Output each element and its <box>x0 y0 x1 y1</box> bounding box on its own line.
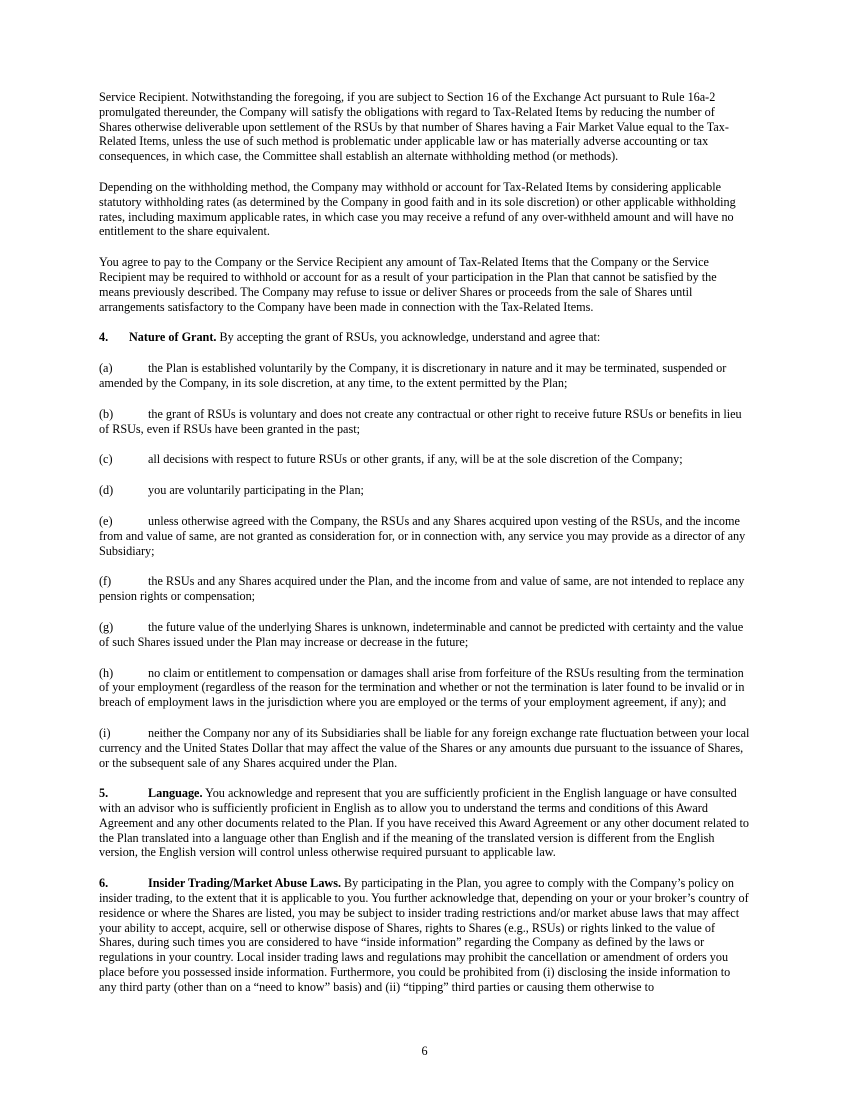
section-5 <box>99 786 750 860</box>
item-text: no claim or entitlement to compensation or damages shall arise from forfeiture of the RSUs resulting from the termination of your employment (regardless of the reason for the termination and whether or not the termination is later found to be invalid or in breach of employment laws in the jurisdiction where you are employed or the terms of your employment agreement, if any); and <box>99 665 745 710</box>
section-4-item-b <box>99 407 750 437</box>
page-number: 6 <box>421 1044 428 1058</box>
item-label: (a) <box>99 361 113 376</box>
item-text: unless otherwise agreed with the Company, the RSUs and any Shares acquired upon vesting of the RSUs, and the income from and value of same, are not granted as consideration for, or in connection with, any service you may provide as a director of any Subsidiary; <box>99 513 746 558</box>
section-6-text: By participating in the Plan, you agree to comply with the Company’s policy on insider trading, to the extent that it is applicable to you. You further acknowledge that, depending on your or your broker’s country of residence or where the Shares are listed, you may be subject to insider trading restrictions and/or market abuse laws that may affect your ability to accept, acquire, sell or otherwise dispose of Shares, rights to Shares (e.g., RSUs) or rights linked to the value of Shares, during such times you are considered to have “inside information” regarding the Company as defined by the laws or regulations in your country. Local insider trading laws and regulations may prohibit the cancellation or amendment of orders you place before you possessed inside information. Furthermore, you could be prohibited from (i) disclosing the inside information to any third party (other than on a “need to know” basis) and (ii) “tipping” third parties or causing them otherwise to <box>99 876 749 994</box>
item-text: neither the Company nor any of its Subsidiaries shall be liable for any foreign exchange rate fluctuation between your local currency and the United States Dollar that may affect the value of the Shares or any amounts due pursuant to the issuance of Shares, or the subsequent sale of any Shares acquired under the Plan. <box>99 725 750 770</box>
section-6-number: 6. <box>99 876 109 891</box>
paragraph-text: Service Recipient. Notwithstanding the foregoing, if you are subject to Section 16 of the Exchange Act pursuant to Rule 16a-2 promulgated thereunder, the Company will satisfy the obligations with regard to Tax-Related Items by reducing the number of Shares otherwise deliverable upon settlement of the RSUs by that number of Shares having a Fair Market Value equal to the Tax-Related Items, unless the use of such method is problematic under applicable law or has materially adverse accounting or tax consequences, in which case, the Committee shall establish an alternate withholding method (or methods). <box>99 90 729 164</box>
item-label: (d) <box>99 483 114 498</box>
item-label: (h) <box>99 665 114 680</box>
item-label: (c) <box>99 452 113 467</box>
section-5-text: You acknowledge and represent that you are sufficiently proficient in the English language or have consulted with an advisor who is sufficiently proficient in English as to allow you to understand the terms and conditions of this Award Agreement and any other documents related to the Plan. If you have received this Award Agreement or any other document related to the Plan translated into a language other than English and if the meaning of the translated version is different from the English version, the English version will control unless otherwise required pursuant to applicable law. <box>99 786 750 860</box>
item-text: the Plan is established voluntarily by the Company, it is discretionary in nature and it may be terminated, suspended or amended by the Company, in its sole discretion, at any time, to the extent permitted by the Plan; <box>99 361 727 390</box>
item-text: the RSUs and any Shares acquired under the Plan, and the income from and value of same, are not intended to replace any pension rights or compensation; <box>99 574 745 604</box>
section-5-heading: Language. <box>148 786 203 801</box>
item-label: (b) <box>99 406 114 421</box>
paragraph-agree-to-pay <box>99 255 750 314</box>
paragraph-service-recipient <box>99 90 750 164</box>
item-label: (e) <box>99 513 113 528</box>
section-4-heading: Nature of Grant. <box>129 330 217 345</box>
paragraph-text: Depending on the withholding method, the Company may withhold or account for Tax-Related Items by considering applicable statutory withholding rates (as determined by the Company in good faith and in its sole discretion) or other applicable withholding rates, including maximum applicable rates, in which case you may receive a refund of any over-withheld amount and will have no entitlement to the share equivalent. <box>99 179 736 239</box>
section-4-item-i <box>99 726 750 770</box>
paragraph-text: You agree to pay to the Company or the Service Recipient any amount of Tax-Related Items that the Company or the Service Recipient may be required to withhold or account for as a result of your participation in the Plan that cannot be satisfied by the means previously described. The Company may refuse to issue or deliver Shares or proceeds from the sale of Shares until arrangements satisfactory to the Company have been made in connection with the Tax-Related Items. <box>99 255 717 314</box>
item-label: (g) <box>99 619 114 634</box>
item-text: the future value of the underlying Shares is unknown, indeterminable and cannot be predicted with certainty and the value of such Shares issued under the Plan may increase or decrease in the future; <box>99 619 744 649</box>
section-4-item-c <box>99 452 750 467</box>
section-4-number: 4. <box>99 330 109 345</box>
section-4-item-a <box>99 361 750 391</box>
section-6-heading: Insider Trading/Market Abuse Laws. <box>148 876 341 891</box>
section-6 <box>99 876 750 994</box>
section-4-item-h <box>99 666 750 710</box>
section-4 <box>99 330 750 345</box>
item-label: (f) <box>99 574 112 589</box>
section-4-item-e <box>99 514 750 558</box>
item-label: (i) <box>99 725 111 740</box>
section-4-item-g <box>99 620 750 650</box>
paragraph-withholding-method <box>99 180 750 239</box>
section-4-item-d <box>99 483 750 498</box>
item-text: all decisions with respect to future RSUs or other grants, if any, will be at the sole discretion of the Company; <box>148 452 683 467</box>
item-text: the grant of RSUs is voluntary and does not create any contractual or other right to receive future RSUs or benefits in lieu of RSUs, even if RSUs have been granted in the past; <box>99 406 742 436</box>
section-4-text: By accepting the grant of RSUs, you acknowledge, understand and agree that: <box>216 330 601 345</box>
section-4-item-f <box>99 574 750 604</box>
item-text: you are voluntarily participating in the Plan; <box>148 483 364 498</box>
section-5-number: 5. <box>99 786 109 801</box>
